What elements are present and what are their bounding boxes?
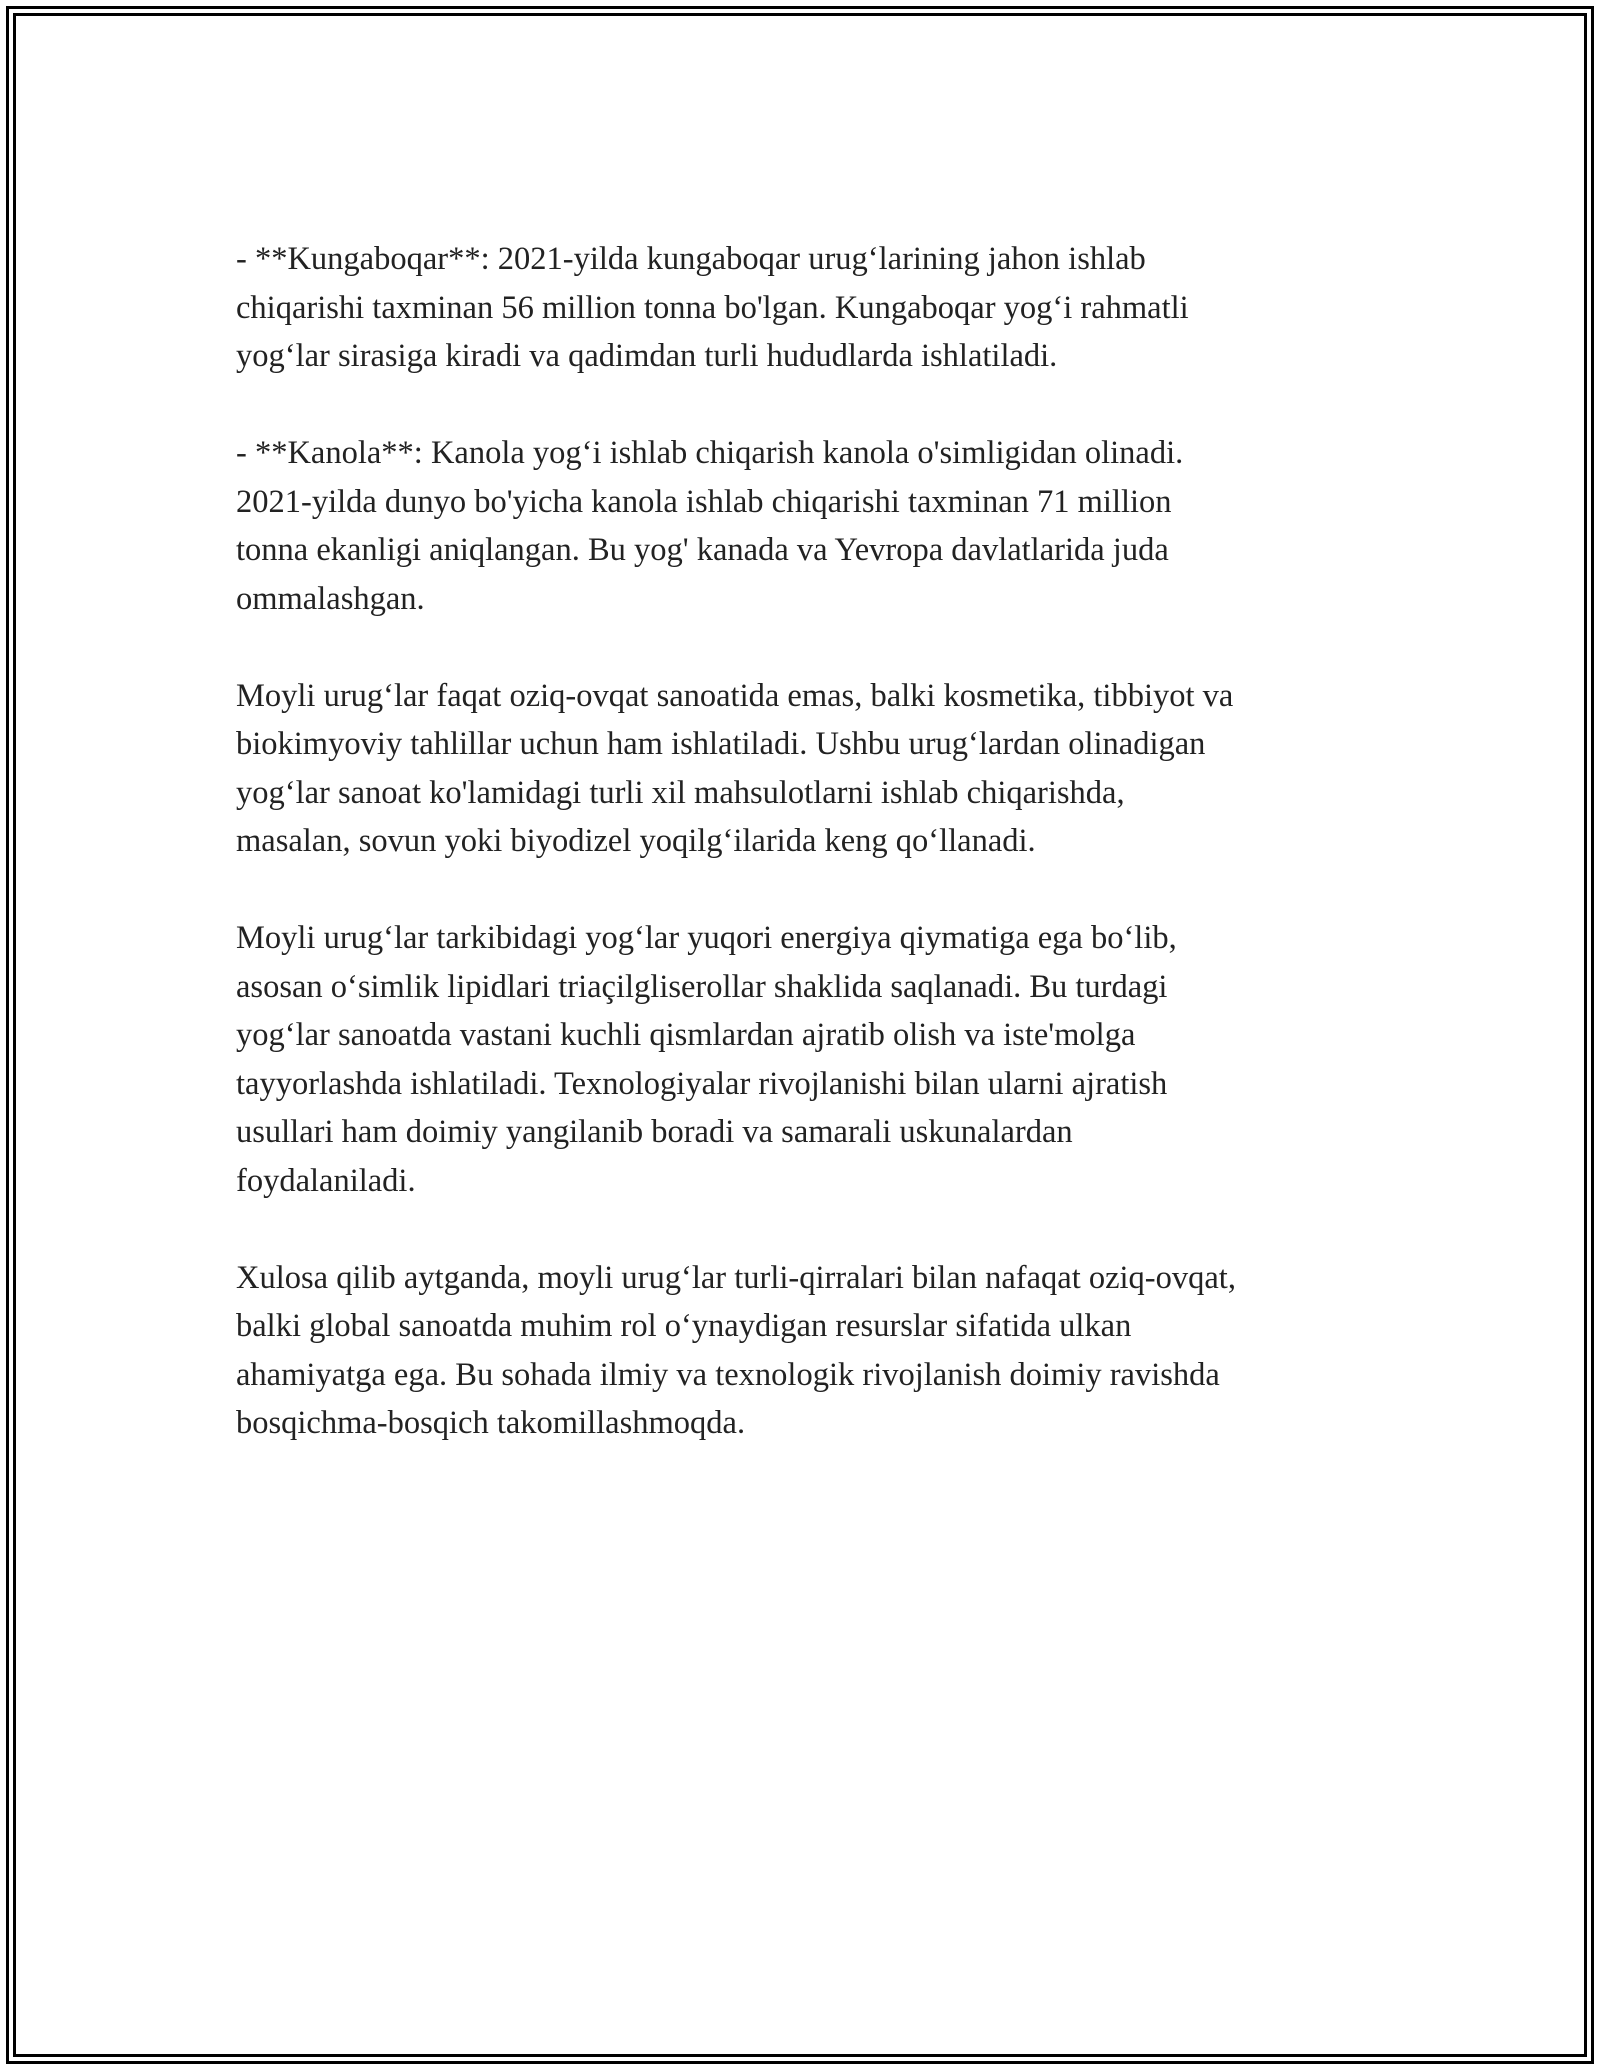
paragraph-uses [236, 672, 1376, 866]
text-line: Moyli urug‘lar tarkibidagi yog‘lar yuqori energiya qiymatiga ega bo‘lib, [236, 920, 1177, 956]
text-line: Xulosa qilib aytganda, moyli urug‘lar turli-qirralari bilan nafaqat oziq-ovqat, [236, 1259, 1236, 1296]
text-line: biokimyoviy tahlillar uchun ham ishlatiladi. Ushbu urug‘lardan olinadigan [236, 726, 1206, 762]
text-line: foydalaniladi. [236, 1162, 416, 1199]
text-line: tayyorlashda ishlatiladi. Texnologiyalar rivojlanishi bilan ularni ajratish [236, 1065, 1168, 1102]
text-line: Moyli urug‘lar faqat oziq-ovqat sanoatida emas, balki kosmetika, tibbiyot va [236, 677, 1234, 714]
document-body [236, 235, 1376, 1496]
paragraph-conclusion [236, 1254, 1376, 1448]
text-line: masalan, sovun yoki biyodizel yoqilg‘ilarida keng qo‘llanadi. [236, 823, 1036, 859]
text-line: balki global sanoatda muhim rol o‘ynaydigan resurslar sifatida ulkan [236, 1308, 1132, 1344]
text-line: usullari ham doimiy yangilanib boradi va samarali uskunalardan [236, 1114, 1073, 1150]
text-line: yog‘lar sanoatda vastani kuchli qismlardan ajratib olish va iste'molga [236, 1017, 1136, 1053]
text-line: - **Kanola**: Kanola yog‘i ishlab chiqarish kanola o'simligidan olinadi. [236, 435, 1184, 471]
text-line: asosan o‘simlik lipidlari triaçilgliserollar shaklida saqlanadi. Bu turdagi [236, 968, 1168, 1005]
text-line: yog‘lar sanoat ko'lamidagi turli xil mahsulotlarni ishlab chiqarishda, [236, 774, 1125, 811]
paragraph-composition [236, 914, 1376, 1205]
text-line: ommalashgan. [236, 580, 425, 617]
text-line: bosqichma-bosqich takomillashmoqda. [236, 1405, 746, 1441]
text-line: - **Kungaboqar**: 2021-yilda kungaboqar urug‘larining jahon ishlab [236, 241, 1146, 277]
text-line: chiqarishi taxminan 56 million tonna bo'lgan. Kungaboqar yog‘i rahmatli [236, 289, 1189, 326]
paragraph-kanola [236, 429, 1376, 623]
text-line: tonna ekanligi aniqlangan. Bu yog' kanada va Yevropa davlatlarida juda [236, 532, 1169, 568]
paragraph-kungaboqar [236, 235, 1376, 381]
text-line: ahamiyatga ega. Bu sohada ilmiy va texnologik rivojlanish doimiy ravishda [236, 1356, 1220, 1393]
text-line: 2021-yilda dunyo bo'yicha kanola ishlab chiqarishi taxminan 71 million [236, 483, 1172, 520]
text-line: yog‘lar sirasiga kiradi va qadimdan turli hududlarda ishlatiladi. [236, 338, 1058, 374]
